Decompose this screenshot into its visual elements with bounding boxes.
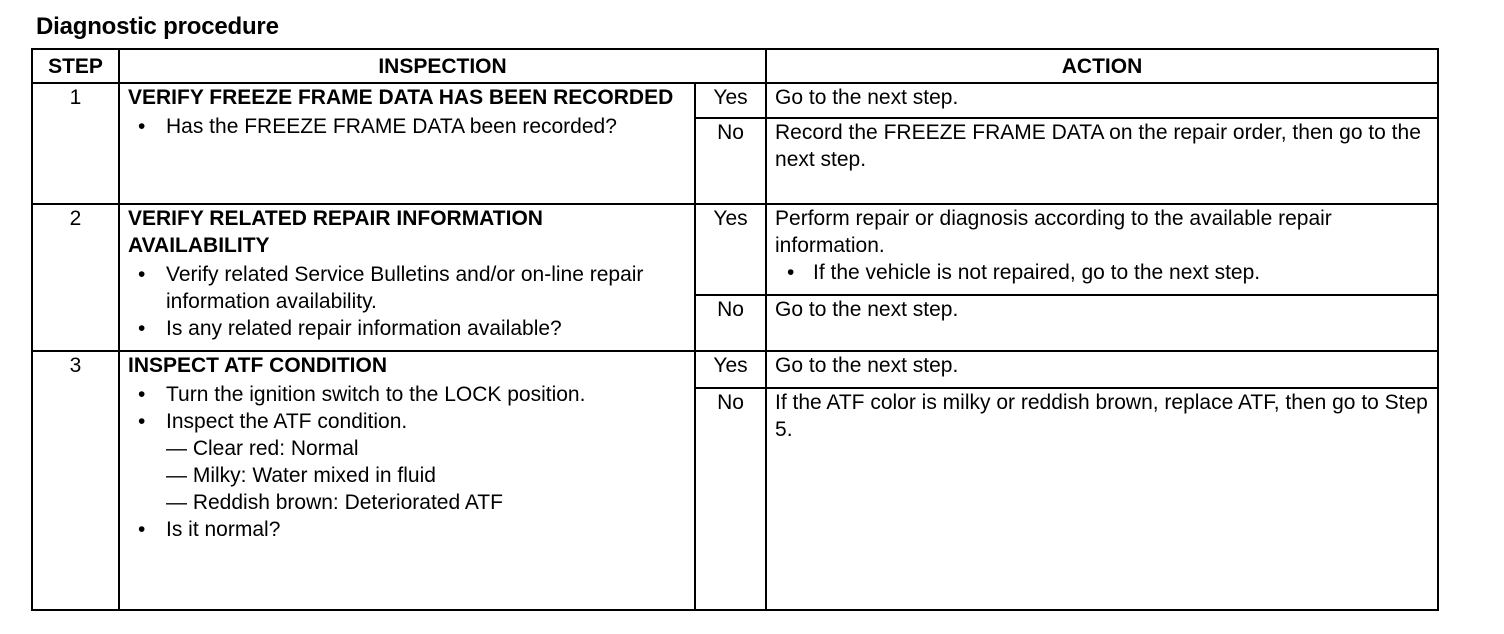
- table-row: [32, 204, 1438, 295]
- step-number: 3: [32, 351, 119, 610]
- step-number: 2: [32, 204, 119, 351]
- header-inspection: INSPECTION: [119, 49, 766, 83]
- inspection-title: INSPECT ATF CONDITION: [128, 354, 387, 378]
- table-header-row: [32, 49, 1438, 83]
- inspection-bullets: [128, 381, 686, 543]
- inspection-bullets: [128, 113, 686, 140]
- inspection-title: VERIFY FREEZE FRAME DATA HAS BEEN RECORDED: [128, 86, 674, 109]
- action-bullets: [775, 259, 1429, 286]
- yes-action-cell: [766, 204, 1438, 295]
- condition-item: — Milky: Water mixed in fluid: [166, 464, 436, 488]
- condition-item: — Reddish brown: Deteriorated ATF: [166, 491, 503, 515]
- table-row: [32, 83, 1438, 118]
- yes-action: Go to the next step.: [766, 83, 1438, 118]
- header-step: STEP: [32, 49, 119, 83]
- inspection-cell: [119, 83, 695, 204]
- no-action: Go to the next step.: [766, 295, 1438, 351]
- condition-item: — Clear red: Normal: [166, 437, 359, 461]
- yes-action: Go to the next step.: [766, 351, 1438, 387]
- yes-label: Yes: [695, 351, 766, 387]
- inspection-bullet: • Has the FREEZE FRAME DATA been recorded?: [166, 113, 686, 140]
- inspection-bullet-with-conditions: [166, 408, 686, 516]
- header-action: ACTION: [766, 49, 1438, 83]
- yes-label: Yes: [695, 83, 766, 118]
- inspection-cell: [119, 204, 695, 351]
- inspection-cell: [119, 351, 695, 610]
- no-label: No: [695, 388, 766, 610]
- inspection-title: VERIFY RELATED REPAIR INFORMATION AVAILABILITY: [128, 207, 543, 258]
- yes-label: Yes: [695, 204, 766, 295]
- inspection-bullets: [128, 261, 686, 342]
- table-row: [32, 351, 1438, 387]
- no-label: No: [695, 118, 766, 204]
- inspection-bullet: • Verify related Service Bulletins and/or on-line repair information availability.: [166, 261, 686, 315]
- diagnostic-table: [31, 48, 1439, 611]
- yes-action: Perform repair or diagnosis according to the available repair information.: [775, 207, 1332, 258]
- inspection-bullet: • Is any related repair information available?: [166, 315, 686, 342]
- inspection-bullet: • Turn the ignition switch to the LOCK position.: [166, 381, 686, 408]
- inspection-bullet-text: Inspect the ATF condition.: [166, 410, 408, 434]
- document-title: Diagnostic procedure: [36, 13, 279, 40]
- no-label: No: [695, 295, 766, 351]
- step-number: 1: [32, 83, 119, 204]
- action-bullet: • If the vehicle is not repaired, go to the next step.: [813, 259, 1429, 286]
- inspection-bullet: • Is it normal?: [166, 516, 686, 543]
- no-action: Record the FREEZE FRAME DATA on the repair order, then go to the next step.: [766, 118, 1438, 204]
- no-action: If the ATF color is milky or reddish brown, replace ATF, then go to Step 5.: [766, 388, 1438, 610]
